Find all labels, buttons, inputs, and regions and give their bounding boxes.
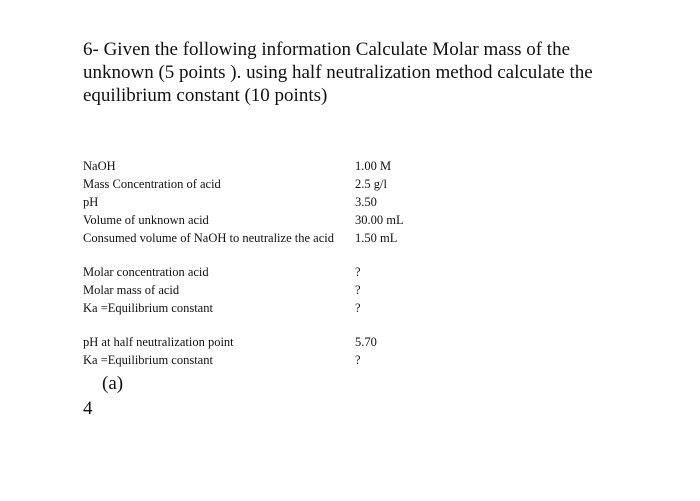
row-label: NaOH: [83, 159, 116, 173]
row-value: 5.70: [355, 335, 377, 349]
row-value: 30.00 mL: [355, 213, 404, 227]
data-table: [83, 158, 455, 370]
row-value: 1.50 mL: [355, 231, 398, 245]
part-label: (a): [102, 373, 124, 394]
table-row: [83, 176, 455, 194]
row-value: 1.00 M: [355, 159, 392, 173]
row-label: Molar concentration acid: [83, 265, 209, 279]
row-label: Ka =Equilibrium constant: [83, 301, 213, 315]
row-value: ?: [355, 301, 361, 315]
row-label: Mass Concentration of acid: [83, 177, 221, 191]
table-row: [83, 194, 455, 212]
row-value: ?: [355, 283, 361, 297]
table-row: [83, 264, 455, 282]
table-row: [83, 334, 455, 352]
row-value: ?: [355, 353, 361, 367]
row-value: ?: [355, 265, 361, 279]
row-label: Ka =Equilibrium constant: [83, 353, 213, 367]
table-spacer: [83, 318, 455, 334]
row-label: pH: [83, 195, 99, 209]
row-value: 3.50: [355, 195, 377, 209]
table-row: [83, 282, 455, 300]
row-label: Molar mass of acid: [83, 283, 180, 297]
row-label: pH at half neutralization point: [83, 335, 234, 349]
question-number: 4: [83, 398, 93, 419]
question-text: 6- Given the following information Calculate Molar mass of the unknown (5 points ). using half neutralization method calculate the equilibrium constant (10 points): [83, 39, 593, 106]
row-value: 2.5 g/l: [355, 177, 387, 191]
table-row: [83, 230, 455, 264]
row-label: Consumed volume of NaOH to neutralize the acid: [83, 231, 334, 245]
table-row: [83, 212, 455, 230]
table-row: [83, 352, 455, 370]
table-row: [83, 300, 455, 318]
row-label: Volume of unknown acid: [83, 213, 209, 227]
table-row: [83, 158, 455, 176]
